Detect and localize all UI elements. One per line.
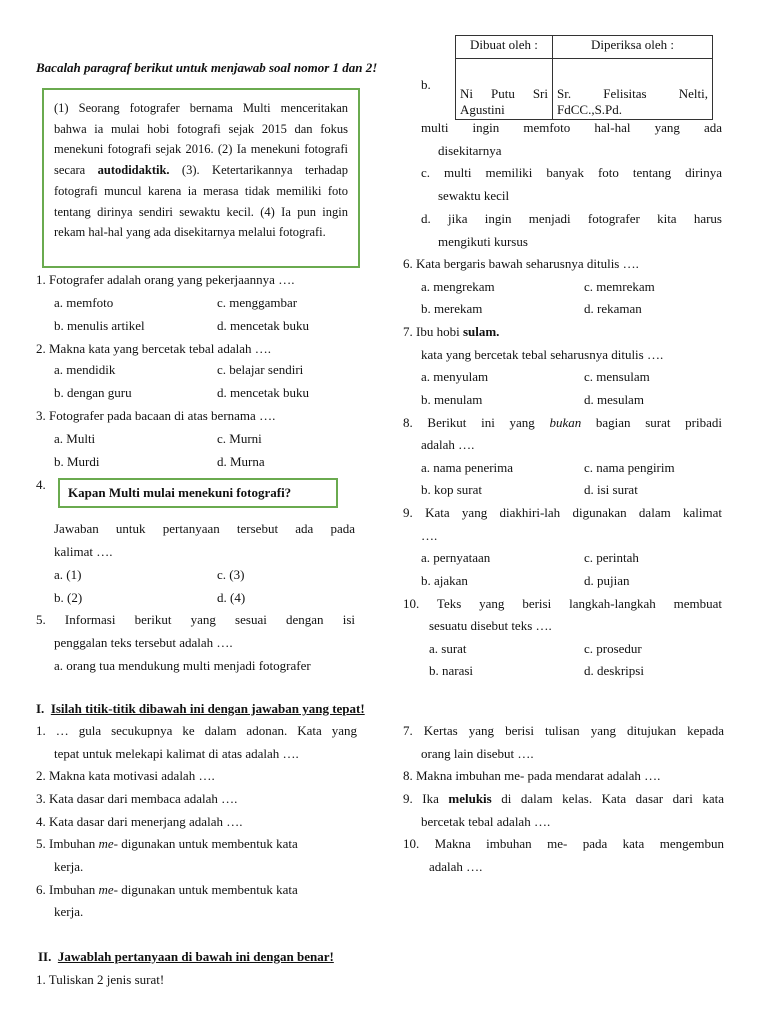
option-8b: b. kop surat (421, 482, 483, 497)
made-by-name: Ni Putu Sri Agustini (456, 59, 553, 120)
option-4b: b. (2) (54, 590, 83, 605)
option-6a: a. mengrekam (421, 279, 495, 294)
option-1a: a. memfoto (54, 295, 114, 310)
fill-item-1-cont: tepat untuk melekapi kalimat di atas adalah …. (54, 746, 299, 761)
checked-by-label: Diperiksa oleh : (553, 36, 713, 59)
question-5-cont: penggalan teks tersebut adalah …. (54, 635, 233, 650)
question-1: 1. Fotografer adalah orang yang pekerjaannya …. (36, 272, 295, 287)
fill-item-3: 3. Kata dasar dari membaca adalah …. (36, 791, 238, 806)
option-10d: d. deskripsi (584, 663, 644, 678)
option-10c: c. prosedur (584, 641, 642, 656)
option-3d: d. Murna (217, 454, 265, 469)
option-5b-label: b. (421, 77, 431, 92)
option-5b-cont: disekitarnya (438, 143, 502, 158)
option-1c: c. menggambar (217, 295, 298, 310)
made-by-label: Dibuat oleh : (456, 36, 553, 59)
option-9a: a. pernyataan (421, 550, 491, 565)
option-4d: d. (4) (217, 590, 246, 605)
option-4c: c. (3) (217, 567, 245, 582)
option-7a: a. menyulam (421, 369, 489, 384)
question-4-box: Kapan Multi mulai menekuni fotografi? (58, 478, 338, 508)
fill-item-7: 7. Kertas yang berisi tulisan yang ditujukan kepada (403, 723, 724, 738)
question-8: 8. Berikut ini yang bukan bagian surat pribadi (403, 415, 722, 430)
option-3b: b. Murdi (54, 454, 100, 469)
option-6d: d. rekaman (584, 301, 642, 316)
option-4a: a. (1) (54, 567, 82, 582)
fill-item-5-cont: kerja. (54, 859, 84, 874)
option-3a: a. Multi (54, 431, 96, 446)
option-7b: b. menulam (421, 392, 483, 407)
checked-by-name: Sr. Felisitas Nelti, FdCC.,S.Pd. (553, 59, 713, 120)
option-3c: c. Murni (217, 431, 262, 446)
option-1b: b. menulis artikel (54, 318, 145, 333)
option-8a: a. nama penerima (421, 460, 514, 475)
question-3: 3. Fotografer pada bacaan di atas bernama …. (36, 408, 276, 423)
section-1-heading: I. Isilah titik-titik dibawah ini dengan jawaban yang tepat! (36, 701, 365, 716)
option-2b: b. dengan guru (54, 385, 132, 400)
question-9-cont: …. (421, 528, 438, 543)
fill-item-10: 10. Makna imbuhan me- pada kata mengembun (403, 836, 724, 851)
fill-item-6: 6. Imbuhan me- digunakan untuk membentuk kata (36, 882, 298, 897)
essay-question-1: 1. Tuliskan 2 jenis surat! (36, 972, 165, 987)
option-6b: b. merekam (421, 301, 483, 316)
question-10-cont: sesuatu disebut teks …. (429, 618, 552, 633)
question-7: 7. Ibu hobi sulam. (403, 324, 500, 339)
option-9c: c. perintah (584, 550, 639, 565)
question-8-cont: adalah …. (421, 437, 475, 452)
section-2-heading: II. Jawablah pertanyaan di bawah ini dengan benar! (38, 949, 334, 964)
question-2: 2. Makna kata yang bercetak tebal adalah …. (36, 341, 271, 356)
question-4-text-cont: kalimat …. (54, 544, 113, 559)
reading-instruction: Bacalah paragraf berikut untuk menjawab soal nomor 1 dan 2! (36, 60, 378, 75)
option-5d: d. jika ingin menjadi fotografer kita harus (421, 211, 722, 226)
question-10: 10. Teks yang berisi langkah-langkah membuat (403, 596, 722, 611)
option-2a: a. mendidik (54, 362, 116, 377)
option-2d: d. mencetak buku (217, 385, 310, 400)
fill-item-6-cont: kerja. (54, 904, 84, 919)
option-5c: c. multi memiliki banyak foto tentang dirinya (421, 165, 722, 180)
signature-table (455, 35, 713, 120)
option-5b: multi ingin memfoto hal-hal yang ada (421, 120, 722, 135)
option-1d: d. mencetak buku (217, 318, 310, 333)
fill-item-10-cont: adalah …. (429, 859, 483, 874)
reading-passage: (1) Seorang fotografer bernama Multi menceritakan bahwa ia mulai hobi fotografi sejak 2015 dan fokus menekuni fotografi sejak 2016. (2) Ia menekuni fotografi secara autodidaktik. (3). Ketertarikannya terhadap fotografi muncul karena ia merasa tidak memiliki foto tentang dirinya sendiri sewaktu kecil. (4) Ia pun ingin rekam hal-hal yang ada disekitarnya melalui fotografi. (42, 88, 360, 268)
option-10b: b. narasi (429, 663, 474, 678)
option-5d-cont: mengikuti kursus (438, 234, 528, 249)
fill-item-7-cont: orang lain disebut …. (421, 746, 534, 761)
option-9b: b. ajakan (421, 573, 468, 588)
fill-item-9: 9. Ika melukis di dalam kelas. Kata dasar dari kata (403, 791, 724, 806)
question-9: 9. Kata yang diakhiri-lah digunakan dalam kalimat (403, 505, 722, 520)
question-4-text: Jawaban untuk pertanyaan tersebut ada pada (54, 521, 355, 536)
option-8c: c. nama pengirim (584, 460, 675, 475)
option-10a: a. surat (429, 641, 467, 656)
fill-item-4: 4. Kata dasar dari menerjang adalah …. (36, 814, 243, 829)
fill-item-2: 2. Makna kata motivasi adalah …. (36, 768, 215, 783)
option-7d: d. mesulam (584, 392, 644, 407)
question-4-number: 4. (36, 477, 46, 492)
fill-item-9-cont: bercetak tebal adalah …. (421, 814, 551, 829)
fill-item-5: 5. Imbuhan me- digunakan untuk membentuk kata (36, 836, 298, 851)
fill-item-1: 1. … gula secukupnya ke dalam adonan. Kata yang (36, 723, 357, 738)
fill-item-8: 8. Makna imbuhan me- pada mendarat adalah …. (403, 768, 661, 783)
option-7c: c. mensulam (584, 369, 650, 384)
option-9d: d. pujian (584, 573, 630, 588)
option-8d: d. isi surat (584, 482, 638, 497)
option-5a: a. orang tua mendukung multi menjadi fotografer (54, 658, 311, 673)
option-6c: c. memrekam (584, 279, 655, 294)
question-5: 5. Informasi berikut yang sesuai dengan isi (36, 612, 355, 627)
question-7-cont: kata yang bercetak tebal seharusnya ditulis …. (421, 347, 664, 362)
option-5c-cont: sewaktu kecil (438, 188, 510, 203)
question-6: 6. Kata bergaris bawah seharusnya ditulis …. (403, 256, 639, 271)
option-2c: c. belajar sendiri (217, 362, 304, 377)
